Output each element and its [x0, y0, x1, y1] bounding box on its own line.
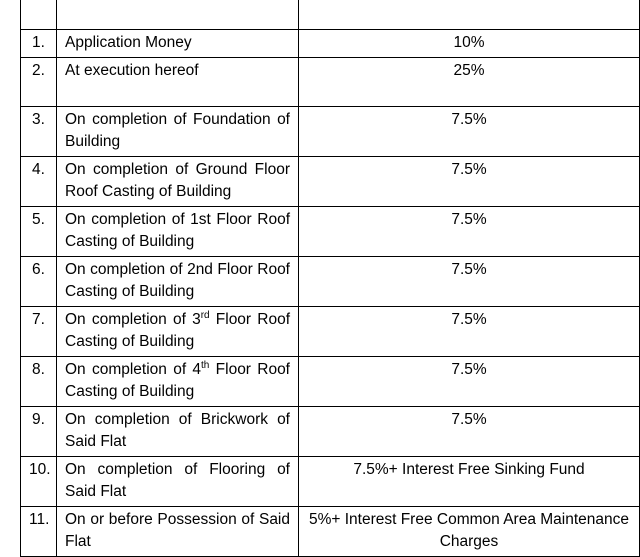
payment-stage: At execution hereof	[57, 57, 299, 106]
stage-text-start: On completion of 4	[65, 360, 202, 378]
payment-stage: On completion of Ground Floor Roof Casting of Building	[57, 156, 299, 206]
payment-amount: 7.5%	[299, 406, 640, 456]
row-number: 7.	[21, 306, 57, 356]
payment-stage: On completion of Brickwork of Said Flat	[57, 406, 299, 456]
table-row	[21, 106, 640, 156]
table-row	[21, 406, 640, 456]
payment-stage: On completion of Foundation of Building	[57, 106, 299, 156]
payment-amount: 7.5%	[299, 256, 640, 306]
table-row	[21, 206, 640, 256]
header-cell-stage	[57, 0, 299, 30]
payment-amount: 7.5%+ Interest Free Sinking Fund	[299, 456, 640, 506]
stage-text-end: Floor Roof Casting of Building	[65, 360, 290, 400]
table-row	[21, 356, 640, 406]
stage-text-end: Floor Roof Casting of Building	[65, 310, 291, 350]
table-row	[21, 156, 640, 206]
ordinal-suffix: th	[201, 359, 210, 371]
table-row	[21, 30, 640, 58]
payment-stage: On completion of 2nd Floor Roof Casting of Building	[57, 256, 299, 306]
row-number: 4.	[21, 156, 57, 206]
payment-amount: 5%+ Interest Free Common Area Maintenance Charges	[299, 506, 640, 556]
table-row	[21, 506, 640, 556]
stage-text-start: On completion of 3	[65, 310, 201, 328]
ordinal-suffix: rd	[200, 309, 210, 321]
row-number: 8.	[21, 356, 57, 406]
payment-schedule-table	[20, 0, 640, 557]
payment-stage: Application Money	[57, 30, 299, 58]
payment-amount: 7.5%	[299, 156, 640, 206]
row-number: 2.	[21, 57, 57, 106]
payment-amount: 7.5%	[299, 356, 640, 406]
payment-stage: On completion of 1st Floor Roof Casting of Building	[57, 206, 299, 256]
payment-amount: 7.5%	[299, 206, 640, 256]
payment-amount: 25%	[299, 57, 640, 106]
table-row	[21, 57, 640, 106]
row-number: 1.	[21, 30, 57, 58]
row-number: 9.	[21, 406, 57, 456]
payment-stage: On or before Possession of Said Flat	[57, 506, 299, 556]
table-header-row	[21, 0, 640, 30]
row-number: 11.	[21, 506, 57, 556]
table-row	[21, 306, 640, 356]
row-number: 6.	[21, 256, 57, 306]
payment-stage	[57, 306, 299, 356]
row-number: 5.	[21, 206, 57, 256]
header-cell-no	[21, 0, 57, 30]
table-row	[21, 456, 640, 506]
payment-amount: 7.5%	[299, 106, 640, 156]
table-row	[21, 256, 640, 306]
payment-amount: 10%	[299, 30, 640, 58]
header-cell-amount	[299, 0, 640, 30]
row-number: 3.	[21, 106, 57, 156]
row-number: 10.	[21, 456, 57, 506]
payment-amount: 7.5%	[299, 306, 640, 356]
payment-stage	[57, 356, 299, 406]
payment-stage: On completion of Flooring of Said Flat	[57, 456, 299, 506]
